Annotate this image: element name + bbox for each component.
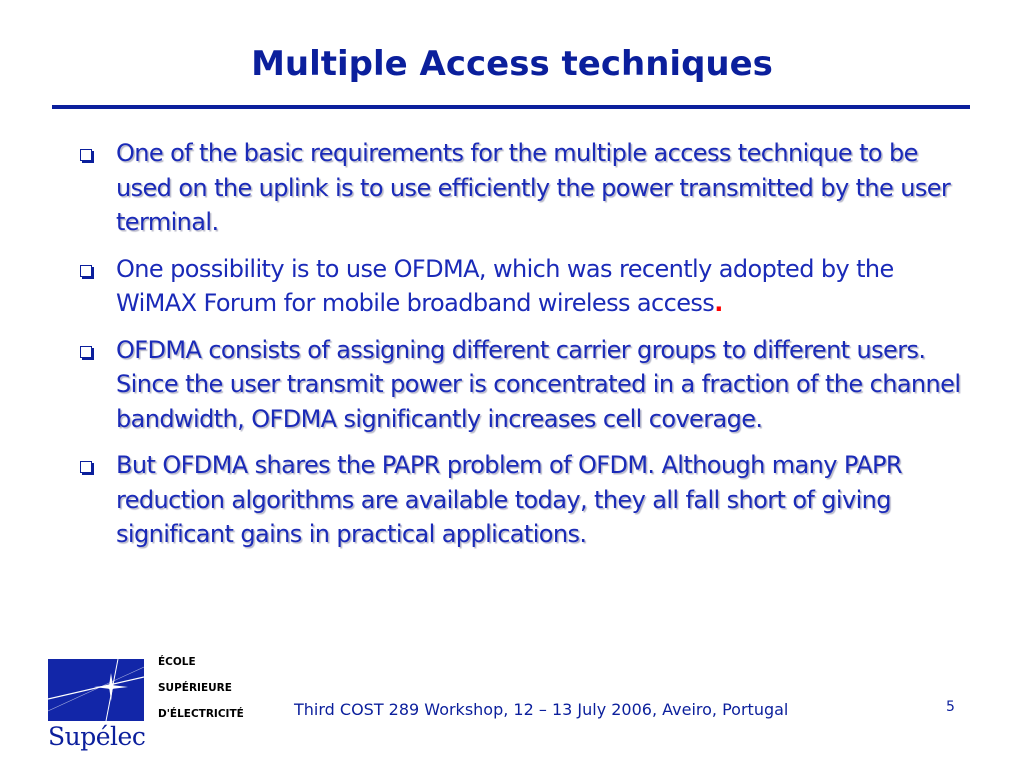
school-name	[158, 656, 244, 734]
school-line: D'ÉLECTRICITÉ	[158, 708, 244, 720]
checkbox-bullet-icon	[80, 461, 92, 473]
bullet-item	[78, 252, 978, 321]
bullet-list	[78, 136, 978, 564]
bullet-text: One possibility is to use OFDMA, which was recently adopted by the WiMAX Forum for mobile broadband wireless access	[116, 254, 894, 317]
supelec-wordmark: Supélec	[48, 722, 146, 751]
checkbox-bullet-icon	[80, 346, 92, 358]
bullet-trailing-period: .	[714, 289, 723, 317]
checkbox-bullet-icon	[80, 265, 92, 277]
school-line: ÉCOLE	[158, 656, 196, 668]
supelec-logo-icon	[48, 659, 144, 721]
bullet-text: One of the basic requirements for the multiple access technique to be used on the uplink is to use efficiently the power transmitted by the user terminal.	[116, 139, 951, 236]
bullet-text: OFDMA consists of assigning different carrier groups to different users. Since the user transmit power is concentrated in a fraction of the channel bandwidth, OFDMA significantly increases cell coverage.	[116, 335, 961, 433]
bullet-item	[78, 333, 978, 437]
page-number: 5	[946, 699, 955, 715]
school-line: SUPÉRIEURE	[158, 682, 232, 694]
slide-title: Multiple Access techniques	[251, 44, 773, 84]
footer-text: Third COST 289 Workshop, 12 – 13 July 2006, Aveiro, Portugal	[294, 700, 789, 719]
title-divider	[52, 105, 970, 109]
checkbox-bullet-icon	[80, 149, 92, 161]
bullet-item	[78, 136, 978, 240]
bullet-text: But OFDMA shares the PAPR problem of OFDM. Although many PAPR reduction algorithms are available today, they all fall short of giving significant gains in practical applications.	[116, 451, 902, 548]
bullet-item	[78, 448, 978, 552]
